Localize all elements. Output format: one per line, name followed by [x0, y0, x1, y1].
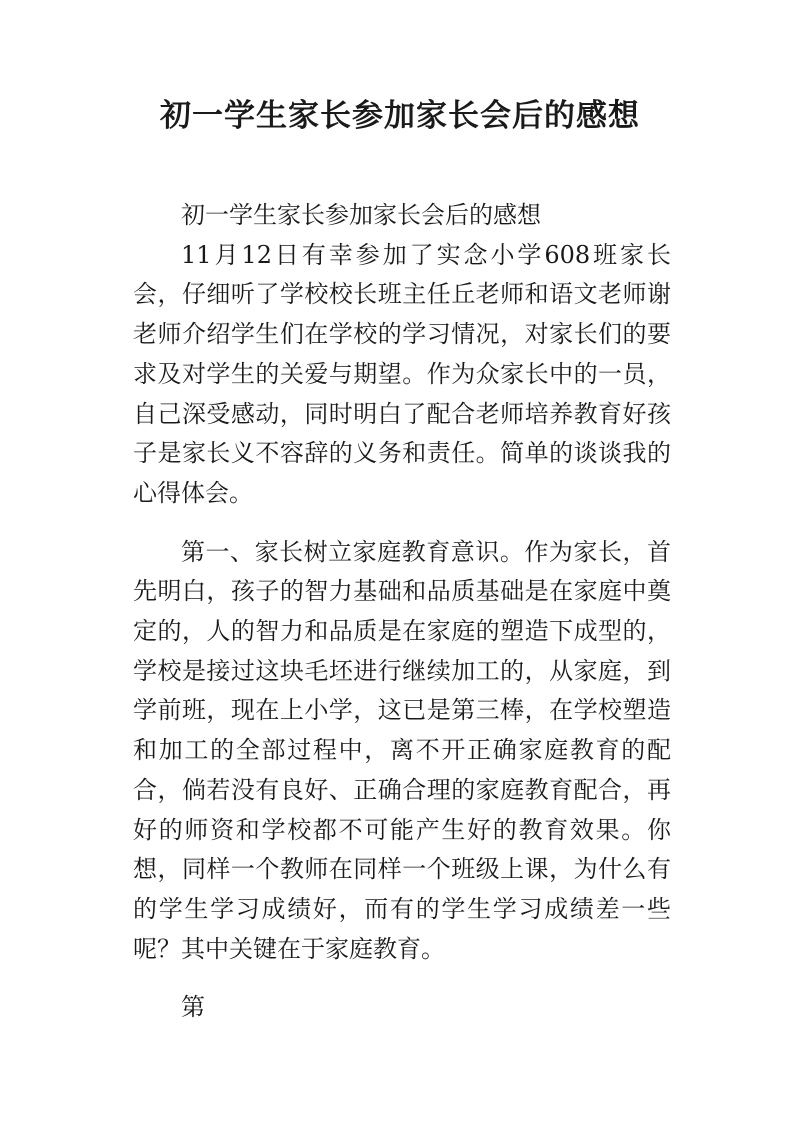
paragraph-continuation: 第 — [181, 993, 205, 1022]
paragraph-intro: 11月12日有幸参加了实念小学608班家长会，仔细听了学校校长班主任丘老师和语文老师谢老师介绍学生们在学校的学习情况，对家长们的要求及对学生的关爱与期望。作为众家长中的一员，自己深受感动，同时明白了配合老师培养教育好孩子是家长义不容辞的义务和责任。简单的谈谈我的心得体会。 — [133, 240, 671, 507]
document-title: 初一学生家长参加家长会后的感想 — [160, 98, 640, 134]
paragraph-point-one: 第一、家长树立家庭教育意识。作为家长，首先明白，孩子的智力基础和品质基础是在家庭中奠定的，人的智力和品质是在家庭的塑造下成型的，学校是接过这块毛坯进行继续加工的，从家庭，到学前班，现在上小学，这已是第三棒，在学校塑造和加工的全部过程中，离不开正确家庭教育的配合，倘若没有良好、正确合理的家庭教育配合，再好的师资和学校都不可能产生好的教育效果。你想，同样一个教师在同样一个班级上课，为什么有的学生学习成绩好，而有的学生学习成绩差一些呢？其中关键在于家庭教育。 — [133, 537, 671, 963]
paragraph-subtitle: 初一学生家长参加家长会后的感想 — [181, 201, 541, 229]
document-body — [133, 196, 671, 1028]
